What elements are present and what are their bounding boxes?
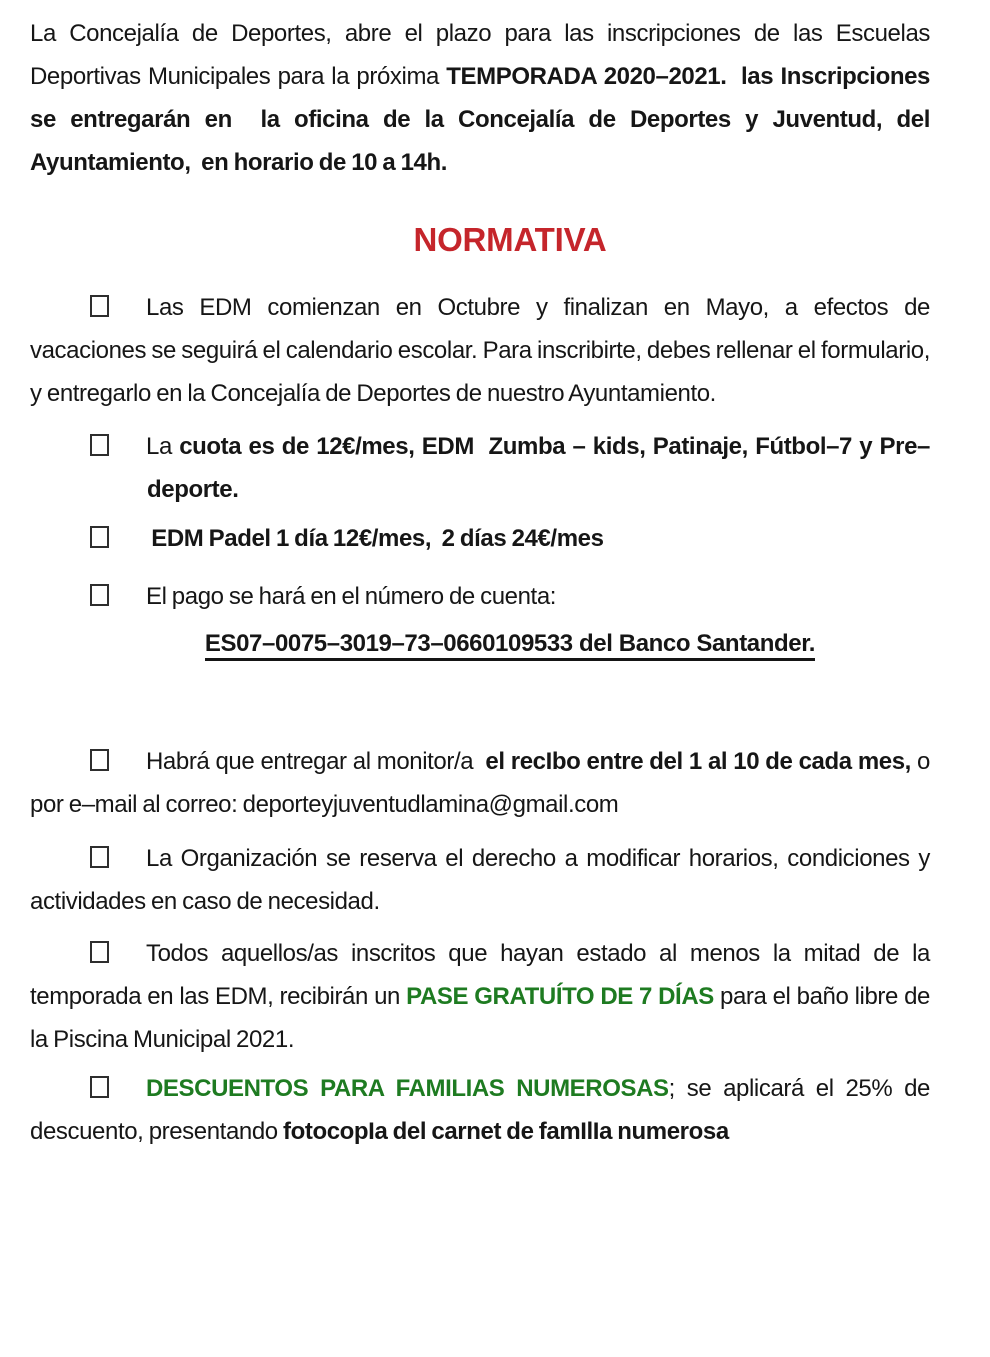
free-pass-highlight: PASE GRATUÍTO DE 7 DÍAS [406, 983, 714, 1010]
bank-account-number: ES07–0075–3019–73–0660109533 del Banco Santander. [205, 630, 815, 661]
checkbox-bullet-icon [90, 584, 109, 606]
rule-bold-text: cuota es de 12€/mes, EDM Zumba – kids, Patinaje, Fútbol–7 y Pre–deporte. [147, 433, 930, 503]
rule-text: La [146, 433, 180, 460]
rule-text: El pago se hará en el número de cuenta: [146, 583, 557, 610]
checkbox-bullet-icon [90, 749, 109, 771]
checkbox-bullet-icon [90, 526, 109, 548]
rule-text: ; se aplicará el 25% de descuento, presentando [30, 1075, 930, 1145]
rule-text: Todos aquellos/as inscritos que hayan estado al menos la mitad de la temporada en las EDM, recibirán un [30, 940, 930, 1010]
rule-bold-text: EDM Padel 1 día 12€/mes, 2 días 24€/mes [146, 525, 604, 552]
rule-text: para el baño libre de la Piscina Municipal 2021. [30, 983, 930, 1053]
rule-bold-text: fotocopIa del carnet de famIlIa numerosa [283, 1118, 729, 1145]
rule-descuentos [30, 1067, 930, 1153]
rule-text: o por e–mail al correo: [30, 748, 930, 818]
rule-organizacion [30, 837, 930, 923]
notice-document [30, 12, 930, 1153]
discount-highlight: DESCUENTOS PARA FAMILIAS NUMEROSAS [146, 1075, 669, 1102]
email-address: deporteyjuventudlamina@gmail.com [242, 791, 619, 818]
rule-pago [147, 575, 930, 618]
checkbox-bullet-icon [90, 295, 109, 317]
checkbox-bullet-icon [90, 846, 109, 868]
checkbox-bullet-icon [90, 941, 109, 963]
intro-paragraph [30, 12, 930, 184]
rule-text: Las EDM comienzan en Octubre y finalizan en Mayo, a efectos de vacaciones se seguirá el calendario escolar. Para inscribirte, debes rellenar el formulario, y entregarlo en la Concejalía de Deportes de nuestro Ayuntamiento. [30, 294, 930, 407]
rule-cuota [147, 425, 930, 511]
checkbox-bullet-icon [90, 434, 109, 456]
rule-edm-season [30, 286, 930, 415]
intro-regular-text: La Concejalía de Deportes, abre el plazo para las inscripciones de las Escuelas Deportivas Municipales para la próxima [30, 20, 930, 90]
intro-bold-text: TEMPORADA 2020–2021. las Inscripciones se entregarán en la oficina de la Concejalía de Deportes y Juventud, del Ayuntamiento, en horario de 10 a 14h. [30, 63, 930, 176]
rule-text: Habrá que entregar al monitor/a [146, 748, 486, 775]
rule-pase-gratuito [30, 932, 930, 1061]
rule-bold-text: el recIbo entre del 1 al 10 de cada mes, [485, 748, 911, 775]
normativa-heading: NORMATIVA [413, 221, 607, 258]
checkbox-bullet-icon [90, 1076, 109, 1098]
rule-text: La Organización se reserva el derecho a modificar horarios, condiciones y actividades en caso de necesidad. [30, 845, 930, 915]
bank-account-line [90, 622, 930, 665]
rule-padel [147, 517, 930, 560]
rule-recibo [30, 740, 930, 826]
